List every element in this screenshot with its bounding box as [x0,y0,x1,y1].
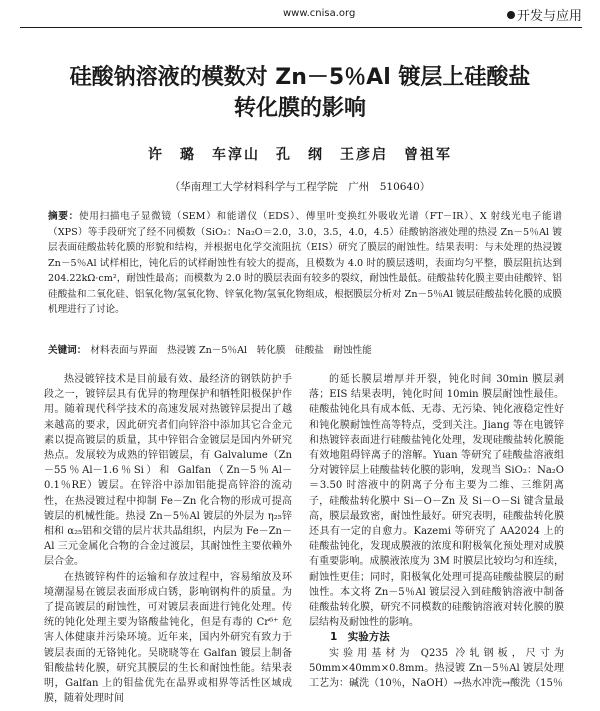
journal-url: www.cnisa.org [283,8,356,19]
paragraph: 在热镀锌构件的运输和存放过程中，容易缩放及环境潮湿易在镀层表面形成白锈，影响钢构件的质量。为了提高镀层的耐蚀性，可对镀层表面进行钝化处理。传统的钝化处理主要为铬酸盐钝化，但是有毒的 Cr⁶⁺ 危害人体健康并污染环境。近年来，国内外研究有致力于镀层表面的无铬钝化。吴晓晓等在 Galfan 镀层上制备钼酸盐转化膜，研究其膜层的生长和耐蚀性能。结果表明，Galfan 上的钼盐优先在晶界或相界等活性区域成膜，随着处理时间 [44,571,292,705]
article-title [30,62,570,124]
title-line-2: 转化膜的影响 [233,96,366,121]
section-heading: 1 实验方法 [330,631,390,644]
bullet-icon [507,11,515,19]
body-column-right [309,372,564,691]
abstract [48,209,562,318]
section-label-text: 开发与应用 [516,9,582,24]
author-list: 许 璐 车淳山 孔 纲 王彦启 曾祖军 [148,147,452,163]
header-rule [20,27,582,28]
keywords-text: 材料表面与界面 热浸镀 Zn－5％Al 转化膜 硅酸盐 耐蚀性能 [90,345,372,356]
paragraph: 实验用基材为 Q235 冷轧钢板，尺寸为 50mm×40mm×0.8mm。热浸镀 Zn－5％Al 镀层处理工艺为：碱洗（10％，NaOH）→热水冲洗→酸洗（15％ [309,647,564,690]
title-line-1: 硅酸钠溶液的模数对 Zn－5％Al 镀层上硅酸盐 [69,65,531,90]
page-header [20,4,582,26]
keywords-label: 关键词： [48,345,87,356]
paragraph: 热浸镀锌技术是目前最有效、最经济的钢铁防护手段之一，镀锌层具有优异的物理保护和牺牲阳极保护作用。随着现代科学技术的高速发展对热镀锌层提出了越来越高的要求，因此研究者们向锌浴中添加其它合金元素以提高镀层的质量，其中锌铝合金镀层是国内外研究热点。发展较为成熟的锌铝镀层，有 Galvalume（Zn－55％Al－1.6％Si）和 Galfan（Zn－5％Al－0.1％RE）镀层。在锌浴中添加铝能提高锌浴的流动性，在热浸镀过程中抑制 Fe－Zn 化合物的形成可提高镀层的机械性能。热浸 Zn－5％Al 镀层的外层为 η₂₅锌相和 α₂₅铝和交错的层片状共晶组织，内层为 Fe－Zn－Al 三元金属化合物的合金过渡层，其耐蚀性主要依赖外层合金。 [44,374,292,568]
body-column-left [44,372,292,706]
section-label [507,5,582,24]
affiliation: （华南理工大学材料科学与工程学院 广州 510640） [169,181,431,193]
abstract-text: 使用扫描电子显微镜（SEM）和能谱仪（EDS）、傅里叶变换红外吸收光谱（FT－IR）、X 射线光电子能谱（XPS）等手段研究了经不同模数（SiO₂：Na₂O＝2.0，3.0，3.5，4.0，4.5）硅酸钠溶液处理的热浸 Zn－5％Al 镀层表面硅酸盐转化膜的形貌和结构，并根据电化学交流阻抗（EIS）研究了膜层的耐蚀性。结果表明：与未处理的热浸镀 Zn－5％Al 试样相比，钝化后的试样耐蚀性有较大的提高，且模数为 4.0 时的膜层透明，表面均匀平整，膜层阻抗达到 204.22kΩ·cm²，耐蚀性最高；而模数为 2.0 时的膜层表面有较多的裂纹，耐蚀性最低。硅酸盐转化膜主要由硅酸锌、铝硅酸盐和二氧化硅、铝氧化物/氢氧化物、锌氧化物/氢氧化物组成，根据膜层分析对 Zn－5％Al 镀层硅酸盐转化膜的成膜机理进行了讨论。 [48,211,563,315]
keywords [48,342,562,356]
paragraph: 的延长膜层增厚并开裂，钝化时间 30min 膜层剥落；EIS 结果表明，钝化时间 10min 膜层耐蚀性最佳。硅酸盐钝化具有成本低、无毒、无污染、钝化液稳定性好和钝化膜耐蚀性高等特点，受到关注。Jiang 等在电镀锌和热镀锌表面进行硅酸盐钝化处理，发现硅酸盐转化膜能有效地阻碍锌离子的溶解。Yuan 等研究了硅酸盐溶液组分对镀锌层上硅酸盐转化膜的影响，发现当 SiO₂：Na₂O＝3.50 时溶液中的阴离子分布主要为二维、三维阴离子，硅酸盐转化膜中 Si－O－Zn 及 Si－O－Si 键含量最高，膜层最致密，耐蚀性最好。研究表明，硅酸盐转化膜还具有一定的自愈力。Kazemi 等研究了 AA2024 上的硅酸盐钝化，发现成膜液的浓度和附极氧化预处理对成膜有重要影响。成膜液浓度为 3M 时膜层比较均匀和连续，耐蚀性更佳；同时，阳极氧化处理可提高硅酸盐膜层的耐蚀性。本文将 Zn－5％Al 镀层浸入到硅酸钠溶液中制备硅酸盐转化膜，研究不同模数的硅酸钠溶液对转化膜的膜层结构及耐蚀性的影响。 [309,374,564,629]
abstract-label: 摘要： [48,211,79,222]
